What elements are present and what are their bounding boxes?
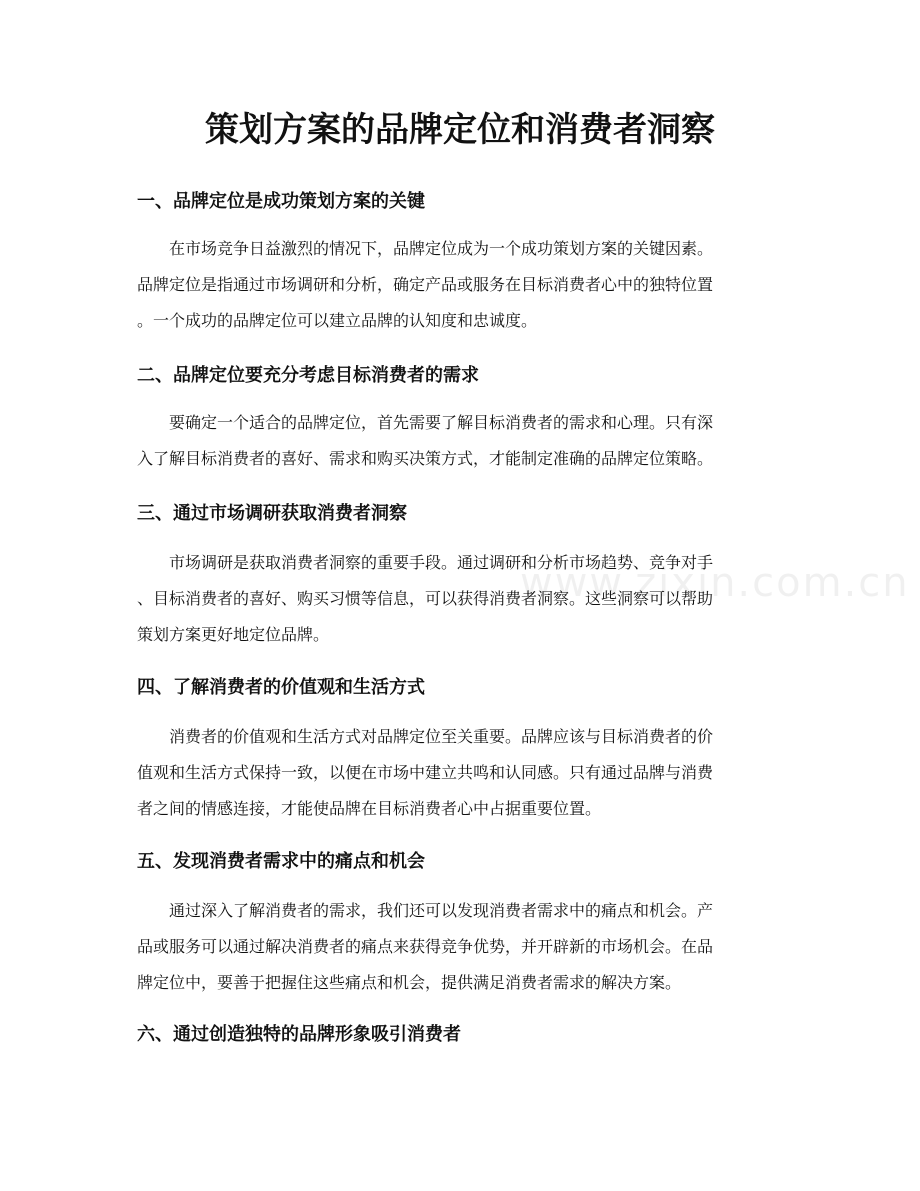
paragraph-line: 、目标消费者的喜好、购买习惯等信息，可以获得消费者洞察。这些洞察可以帮助: [137, 589, 714, 608]
paragraph-line: 消费者的价值观和生活方式对品牌定位至关重要。品牌应该与目标消费者的价: [169, 727, 714, 746]
section-paragraph-5: [137, 893, 787, 1001]
section-paragraph-3: [137, 545, 787, 653]
section-paragraph-4: [137, 719, 787, 827]
page-title: 策划方案的品牌定位和消费者洞察: [205, 110, 715, 150]
paragraph-line: 牌定位中，要善于把握住这些痛点和机会，提供满足消费者需求的解决方案。: [137, 973, 682, 992]
section-heading-6: 六、通过创造独特的品牌形象吸引消费者: [137, 1024, 461, 1045]
section-heading-5: 五、发现消费者需求中的痛点和机会: [137, 851, 425, 872]
paragraph-line: 在市场竞争日益激烈的情况下，品牌定位成为一个成功策划方案的关键因素。: [169, 239, 714, 258]
watermark: www.zixin.com.cn: [520, 560, 910, 606]
paragraph-line: 入了解目标消费者的喜好、需求和购买决策方式，才能制定准确的品牌定位策略。: [137, 449, 714, 468]
section-heading-3: 三、通过市场调研获取消费者洞察: [137, 503, 407, 524]
section-heading-2: 二、品牌定位要充分考虑目标消费者的需求: [137, 365, 479, 386]
paragraph-line: 者之间的情感连接，才能使品牌在目标消费者心中占据重要位置。: [137, 799, 602, 818]
section-heading-1: 一、品牌定位是成功策划方案的关键: [137, 191, 425, 212]
paragraph-line: 品牌定位是指通过市场调研和分析，确定产品或服务在目标消费者心中的独特位置: [137, 275, 714, 294]
section-heading-4: 四、了解消费者的价值观和生活方式: [137, 677, 425, 698]
paragraph-line: 策划方案更好地定位品牌。: [137, 625, 330, 644]
paragraph-line: 值观和生活方式保持一致，以便在市场中建立共鸣和认同感。只有通过品牌与消费: [137, 763, 714, 782]
paragraph-line: 品或服务可以通过解决消费者的痛点来获得竞争优势，并开辟新的市场机会。在品: [137, 937, 714, 956]
paragraph-line: 要确定一个适合的品牌定位，首先需要了解目标消费者的需求和心理。只有深: [169, 413, 714, 432]
paragraph-line: 。一个成功的品牌定位可以建立品牌的认知度和忠诚度。: [137, 311, 538, 330]
section-paragraph-2: [137, 405, 787, 477]
paragraph-line: 市场调研是获取消费者洞察的重要手段。通过调研和分析市场趋势、竞争对手: [169, 553, 714, 572]
section-paragraph-1: [137, 231, 787, 339]
paragraph-line: 通过深入了解消费者的需求，我们还可以发现消费者需求中的痛点和机会。产: [169, 901, 714, 920]
